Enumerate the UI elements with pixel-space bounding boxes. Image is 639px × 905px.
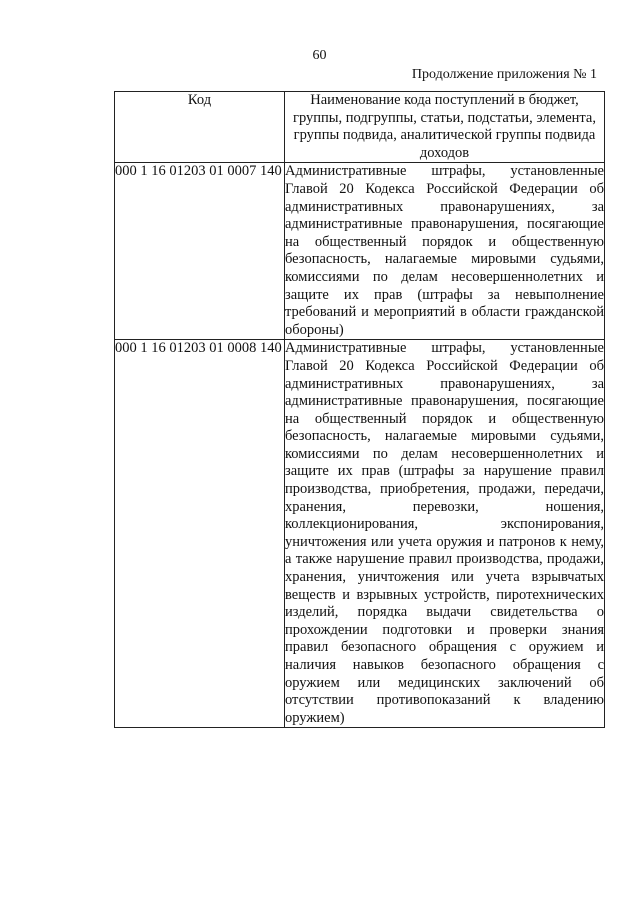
row-code: 000 1 16 01203 01 0007 140 <box>115 163 285 340</box>
header-code: Код <box>115 92 285 163</box>
row-description: Административные штрафы, установленные Главой 20 Кодекса Российской Федерации об административных правонарушениях, за административные правонарушения, посягающие на общественный порядок и общественную безопасность, налагаемые мировыми судьями, комиссиями по делам несовершеннолетних и защите их прав (штрафы за невыполнение требований и мероприятий в области гражданской обороны) <box>285 163 605 340</box>
table-row <box>115 340 605 728</box>
row-description: Административные штрафы, установленные Главой 20 Кодекса Российской Федерации об административных правонарушениях, за административные правонарушения, посягающие на общественный порядок и общественную безопасность, налагаемые мировыми судьями, комиссиями по делам несовершеннолетних и защите их прав (штрафы за нарушение правил производства, приобретения, продажи, передачи, хранения, перевозки, ношения, коллекционирования, экспонирования, уничтожения или учета оружия и патронов к нему, а также нарушение правил производства, продажи, хранения, уничтожения или учета взрывчатых веществ и взрывных устройств, пиротехнических изделий, порядка выдачи свидетельства о прохождении подготовки и проверки знания правил безопасного обращения с оружием и наличия навыков безопасного обращения с оружием или медицинских заключений об отсутствии противопоказаний к владению оружием) <box>285 340 605 728</box>
page-number: 60 <box>312 48 327 63</box>
appendix-continuation-label: Продолжение приложения № 1 <box>411 67 597 82</box>
row-code: 000 1 16 01203 01 0008 140 <box>115 340 285 728</box>
table-row <box>115 163 605 340</box>
table-header-row <box>115 92 605 163</box>
header-name: Наименование кода поступлений в бюджет, группы, подгруппы, статьи, подстатьи, элемента, группы подвида, аналитической группы подвида доходов <box>285 92 605 163</box>
revenue-codes-table <box>114 91 605 728</box>
